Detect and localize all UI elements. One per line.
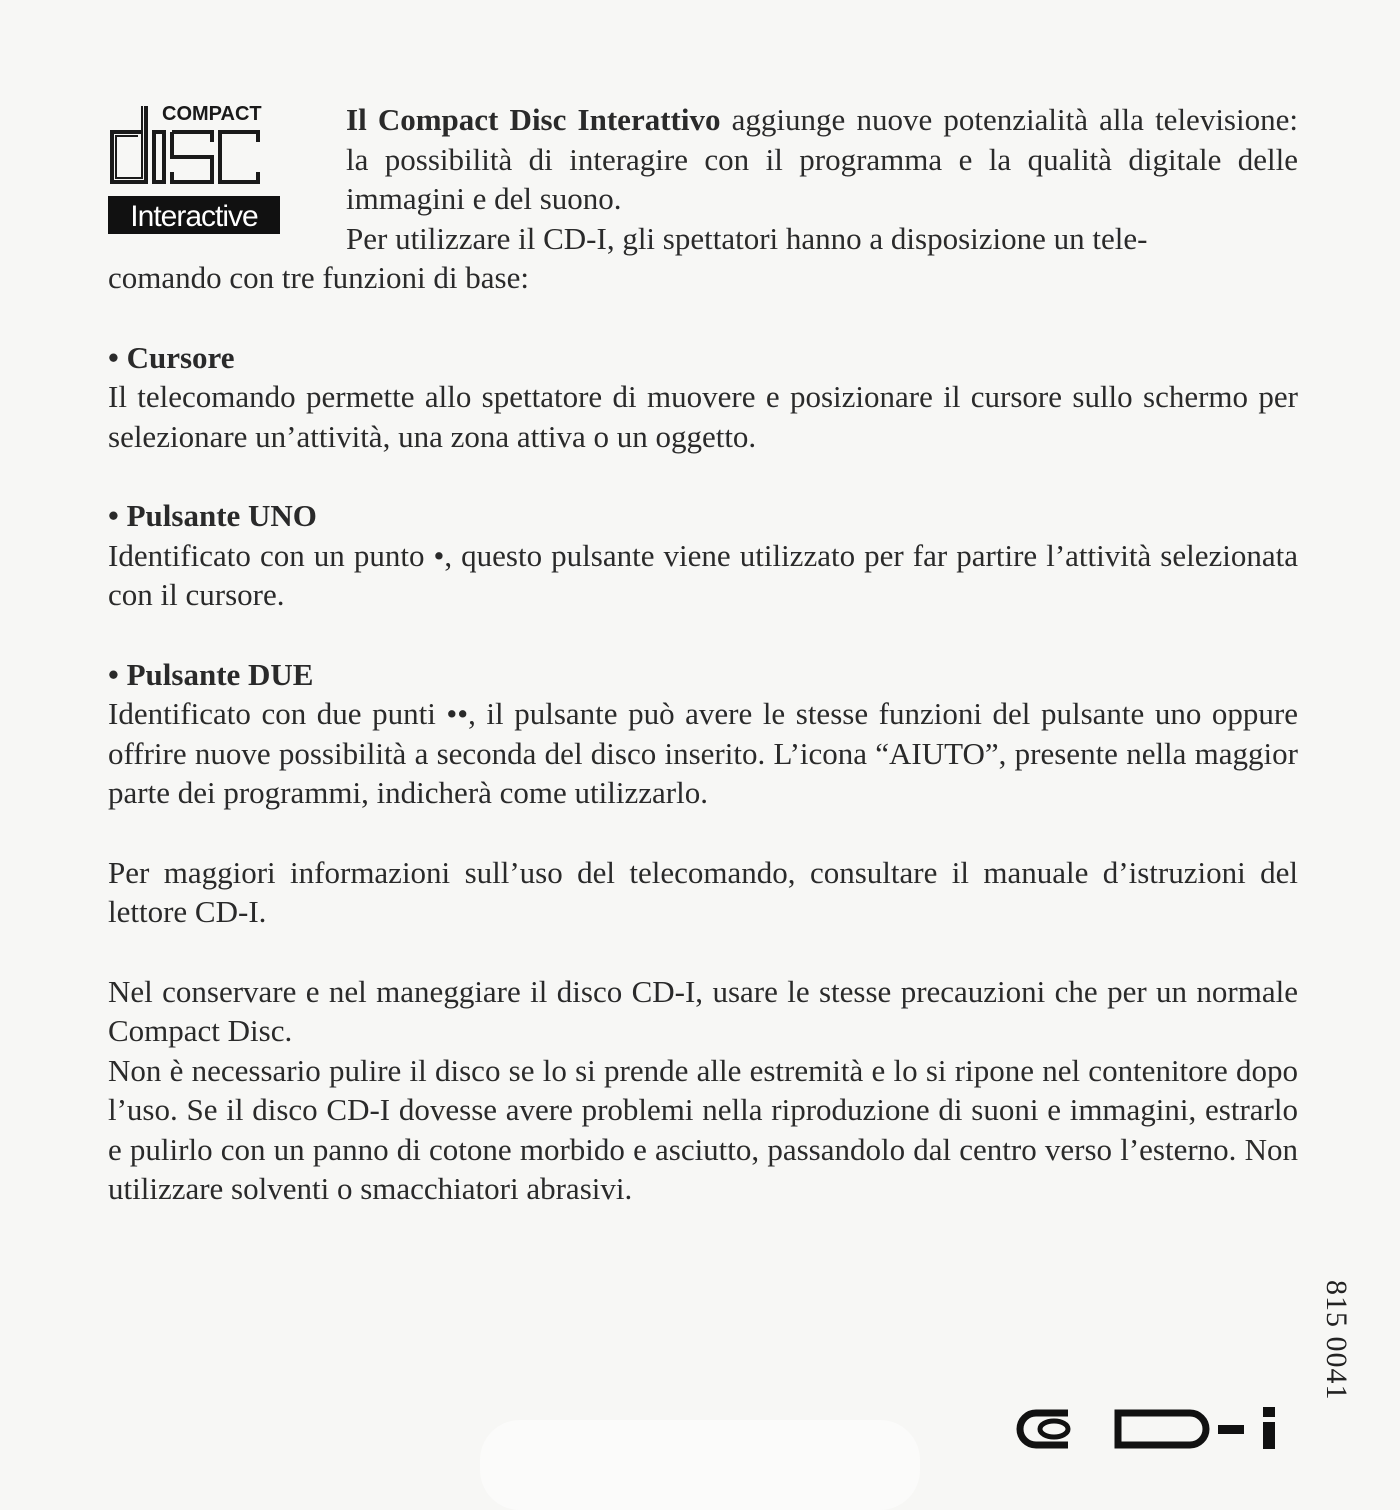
section-pulsante-due	[108, 655, 1298, 813]
paper-highlight	[480, 1420, 920, 1510]
catalog-number: 815 0041	[1320, 1280, 1353, 1401]
care-paragraph-1: Nel conservare e nel maneggiare il disco CD-I, usare le stesse precauzioni che per un normale Compact Disc.	[108, 973, 1298, 1048]
compact-disc-interactive-logo	[108, 102, 280, 234]
intro-lead: Il Compact Disc Interattivo	[346, 102, 721, 137]
section-cursore	[108, 338, 1298, 457]
section-heading: • Pulsante DUE	[108, 656, 314, 692]
section-body: Identificato con un punto •, questo pulsante viene utilizzato per far partire l’attività selezionata con il cursore.	[108, 537, 1298, 612]
remote-intro-end: comando con tre funzioni di base:	[108, 260, 529, 295]
intro-paragraph	[108, 100, 1298, 219]
logo-compact-text: COMPACT	[162, 103, 262, 125]
cdi-brand-logo	[1008, 1405, 1298, 1458]
section-heading: • Pulsante UNO	[108, 498, 317, 533]
remote-intro-paragraph: Per utilizzare il CD-I, gli spettatori hanno a disposizione un tele-	[346, 220, 1148, 256]
section-pulsante-uno	[108, 496, 1298, 615]
care-paragraph-2: Non è necessario pulire il disco se lo si prende alle estremità e lo si ripone nel contenitore dopo l’uso. Se il disco CD-I dovesse avere problemi nella riproduzione di suoni e immagini, estrarlo e pulirlo con un panno di cotone morbido e asciutto, passandolo dal centro verso l’esterno. Non utilizzare solventi o smacchiatori abrasivi.	[108, 1052, 1298, 1206]
section-body: Identificato con due punti ••, il pulsante può avere le stesse funzioni del pulsante uno oppure offrire nuove possibilità a seconda del disco inserito. L’icona “AIUTO”, presente nella maggior parte dei programmi, indicherà come utilizzarlo.	[108, 696, 1298, 810]
leaflet-text	[108, 100, 1298, 1209]
remote-intro-start: Per utilizzare il CD-I, gli spettatori hanno a disposizione un tele	[346, 220, 1138, 256]
logo-interactive-text: Interactive	[130, 200, 258, 233]
info-paragraph: Per maggiori informazioni sull’uso del telecomando, consultare il manuale d’istruzioni del lettore CD-I.	[108, 854, 1298, 929]
section-body: Il telecomando permette allo spettatore di muovere e posizionare il cursore sullo schermo per selezionare un’attività, una zona attiva o un oggetto.	[108, 379, 1298, 454]
section-heading: • Cursore	[108, 339, 235, 375]
intro-text: aggiunge nuove potenzialità alla televisione: la possibilità di interagire con il programma e la qualità digitale delle immagini e del suono.	[346, 102, 1298, 216]
